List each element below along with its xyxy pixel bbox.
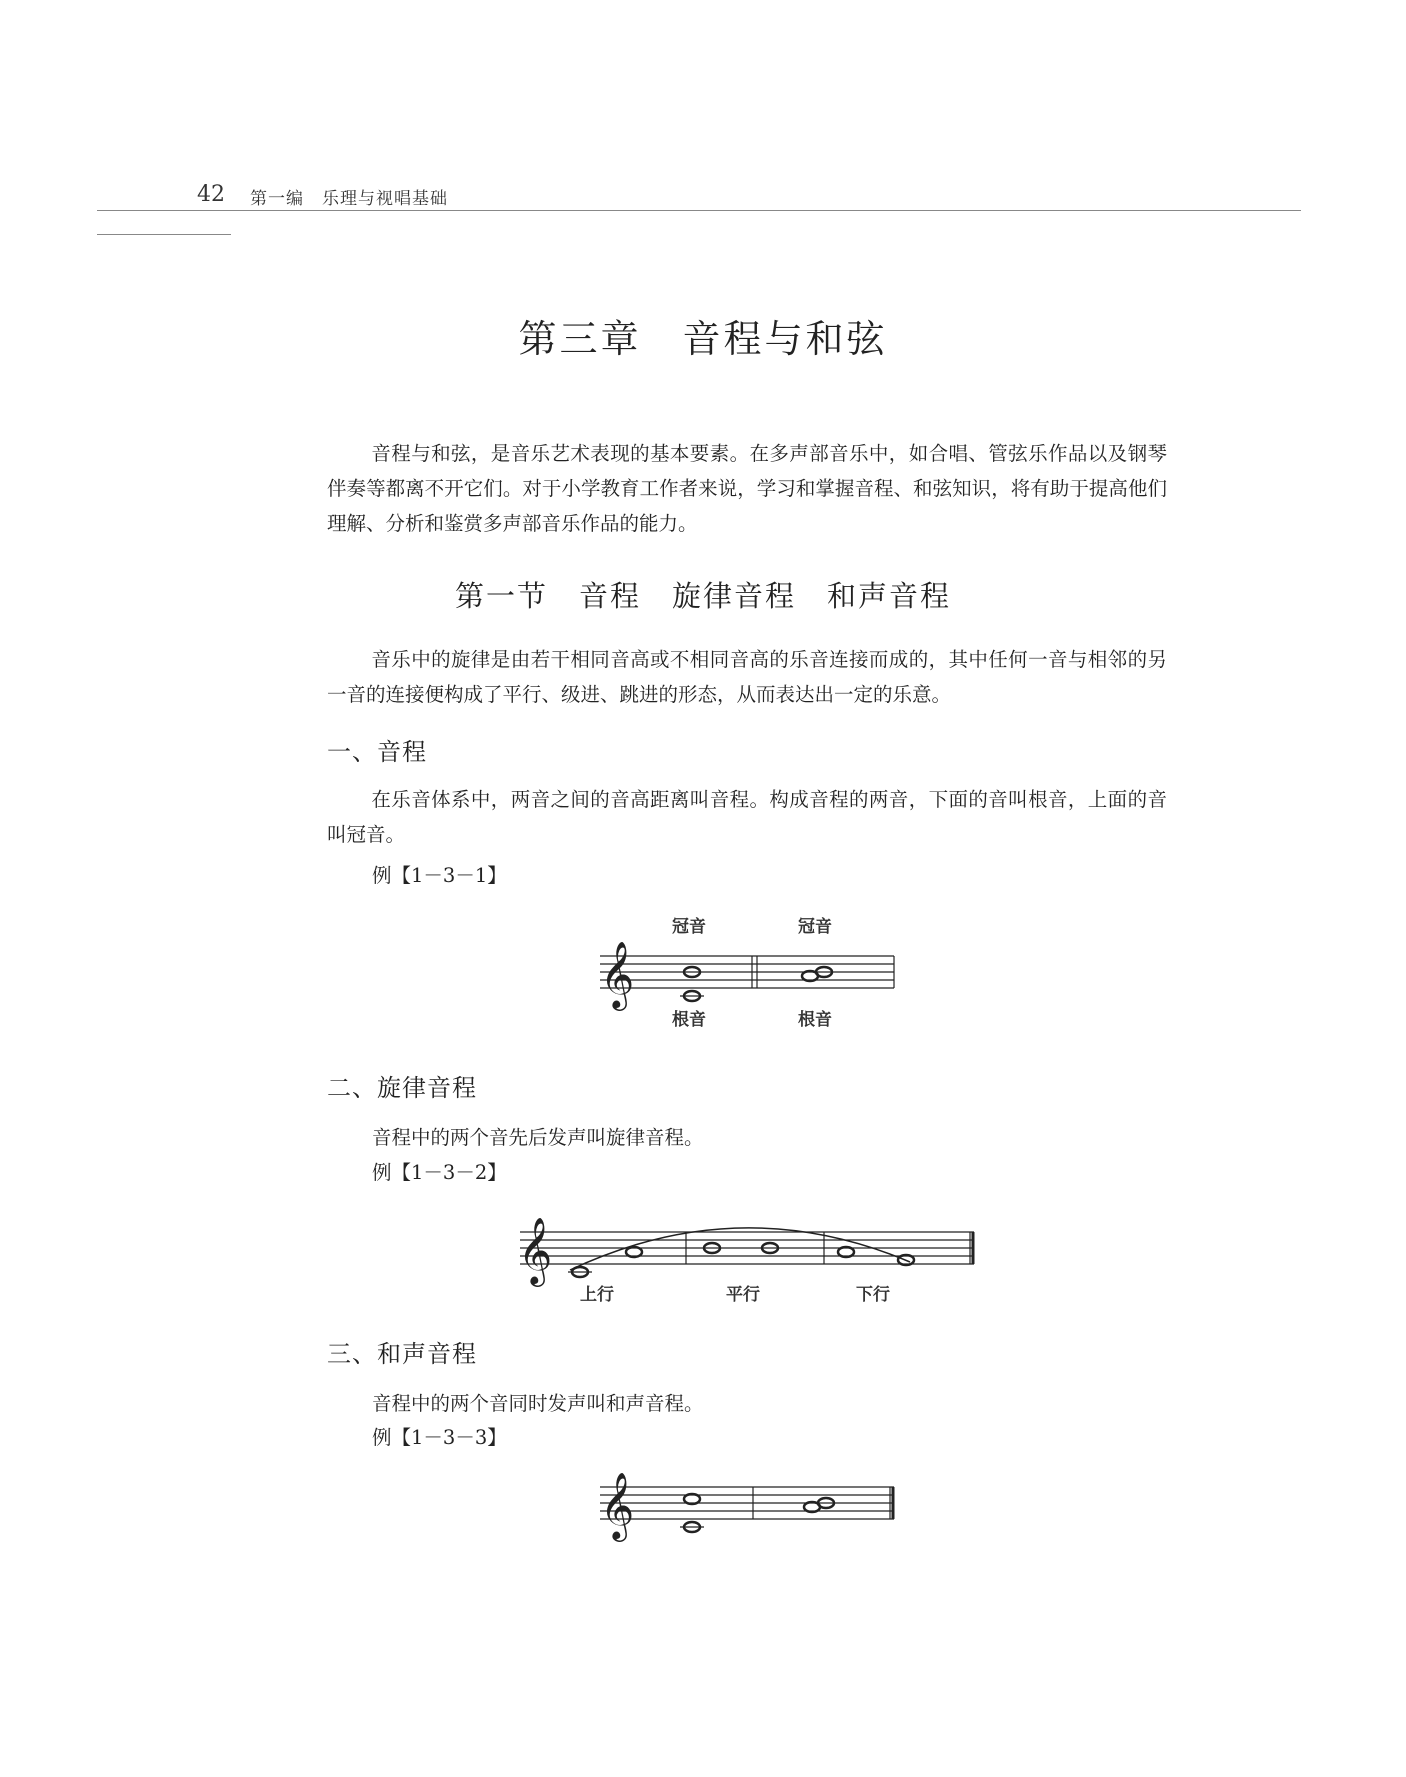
intro-text: 音程与和弦，是音乐艺术表现的基本要素。在多声部音乐中，如合唱、管弦乐作品以及钢琴伴奏等都离不开它们。对于小学教育工作者来说，学习和掌握音程、和弦知识，将有助于提高他们理解、分析和鉴赏多声部音乐作品的能力。 bbox=[327, 442, 1167, 535]
label-ascending: 上行 bbox=[580, 1285, 614, 1305]
running-title: 第一编 乐理与视唱基础 bbox=[250, 189, 448, 209]
heading-harmonic-interval: 三、和声音程 bbox=[327, 1340, 477, 1368]
label-descending: 下行 bbox=[856, 1285, 890, 1305]
heading-interval: 一、音程 bbox=[327, 738, 427, 766]
example-1-3-3-label: 例【1－3－3】 bbox=[372, 1426, 507, 1449]
section-intro-paragraph bbox=[327, 642, 1167, 712]
example-1-3-1-label: 例【1－3－1】 bbox=[372, 864, 507, 887]
example-1-3-3-staff bbox=[590, 1465, 910, 1550]
label-level: 平行 bbox=[726, 1285, 760, 1305]
treble-clef-icon: 𝄞 bbox=[600, 940, 635, 1008]
treble-clef-icon: 𝄞 bbox=[518, 1216, 553, 1284]
harmonic-interval-text: 音程中的两个音同时发声叫和声音程。 bbox=[372, 1392, 704, 1415]
heading-melodic-interval: 二、旋律音程 bbox=[327, 1074, 477, 1102]
label-root-2: 根音 bbox=[798, 1010, 832, 1030]
header-rule bbox=[97, 210, 1301, 211]
page-number: 42 bbox=[197, 182, 225, 207]
label-crown-2: 冠音 bbox=[798, 917, 832, 937]
chapter-title: 第三章 音程与和弦 bbox=[518, 317, 888, 361]
treble-clef-icon: 𝄞 bbox=[600, 1471, 635, 1539]
label-root-1: 根音 bbox=[672, 1010, 706, 1030]
section-title: 第一节 音程 旋律音程 和声音程 bbox=[454, 579, 951, 613]
section-intro-text: 音乐中的旋律是由若干相同音高或不相同音高的乐音连接而成的，其中任何一音与相邻的另一音的连接便构成了平行、级进、跳进的形态，从而表达出一定的乐意。 bbox=[327, 648, 1167, 706]
example-1-3-1-staff bbox=[590, 910, 910, 1035]
label-crown-1: 冠音 bbox=[672, 917, 706, 937]
header-short-rule bbox=[97, 234, 231, 235]
interval-paragraph bbox=[327, 782, 1167, 852]
example-1-3-2-staff bbox=[510, 1200, 980, 1310]
intro-paragraph bbox=[327, 436, 1167, 541]
interval-text: 在乐音体系中，两音之间的音高距离叫音程。构成音程的两音，下面的音叫根音，上面的音叫冠音。 bbox=[327, 788, 1167, 846]
example-1-3-2-label: 例【1－3－2】 bbox=[372, 1161, 507, 1184]
page-header bbox=[0, 180, 1406, 210]
melodic-interval-text: 音程中的两个音先后发声叫旋律音程。 bbox=[372, 1126, 704, 1149]
